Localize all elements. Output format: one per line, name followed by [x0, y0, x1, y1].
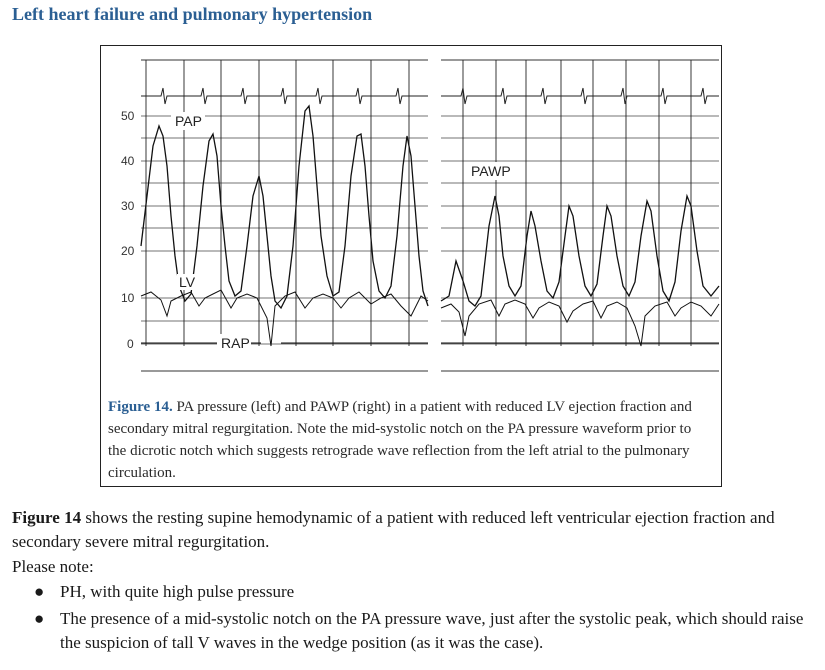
list-item: ● The presence of a mid-systolic notch on the PA pressure wave, just after the systolic peak, which should raise the suspicion of tall V waves in the wedge position (as it was the case). — [34, 609, 804, 652]
rap-label: RAP — [221, 335, 250, 351]
section-title: Left heart failure and pulmonary hypertension — [12, 4, 373, 24]
caption-text: PA pressure (left) and PAWP (right) in a patient with reduced LV ejection fraction and secondary mitral regurgitation. Note the mid-systolic notch on the PA pressure waveform prior to the dicrotic notch which suggests retrograde wave reflection from the left atrial to the pulmonary circulation. — [108, 399, 692, 481]
y-tick-10: 10 — [121, 291, 135, 305]
y-tick-20: 20 — [121, 244, 135, 258]
figure-reference: Figure 14 — [12, 508, 82, 527]
hemodynamic-tracing — [101, 46, 721, 391]
right-panel — [441, 60, 719, 371]
lv-label: LV — [179, 274, 196, 290]
pawp-label: PAWP — [471, 163, 511, 179]
figure-caption — [108, 396, 708, 484]
y-tick-40: 40 — [121, 154, 135, 168]
bullet-text: PH, with quite high pulse pressure — [60, 582, 295, 601]
note-list — [12, 580, 817, 655]
figure-14 — [100, 45, 722, 487]
caption-label: Figure 14. — [108, 399, 173, 415]
y-tick-50: 50 — [121, 109, 135, 123]
ecg-top — [141, 88, 719, 104]
y-tick-30: 30 — [121, 199, 135, 213]
body-paragraph — [12, 506, 817, 554]
pap-label: PAP — [175, 113, 202, 129]
y-tick-0: 0 — [127, 337, 134, 351]
paragraph-text: shows the resting supine hemodynamic of a patient with reduced left ventricular ejection fraction and secondary severe mitral regurgitation. — [12, 508, 775, 551]
list-item: ● PH, with quite high pulse pressure — [34, 582, 295, 601]
pawp-lv-trace — [441, 300, 719, 346]
bullet-text: The presence of a mid-systolic notch on the PA pressure wave, just after the systolic peak, which should raise the suspicion of tall V waves in the wedge position (as it was the case). — [60, 609, 804, 652]
grid-lines — [141, 116, 719, 344]
please-note: Please note: — [12, 557, 94, 576]
